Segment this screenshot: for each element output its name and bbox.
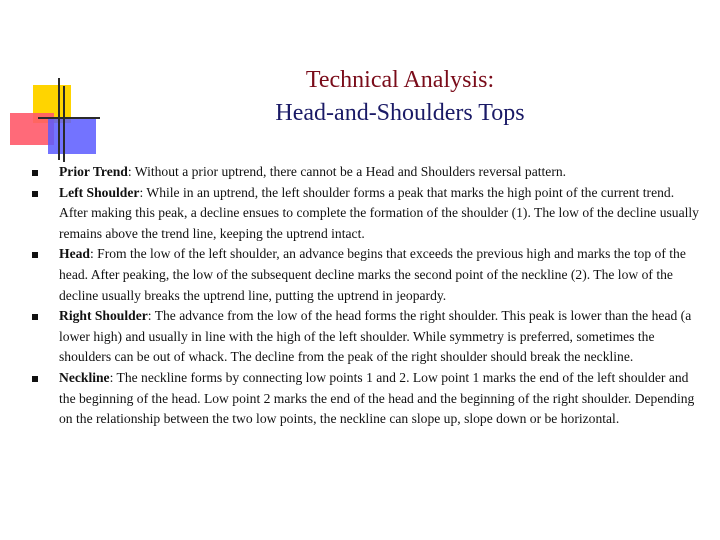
bullet-text: : The advance from the low of the head forms the right shoulder. This peak is lower than the head (a lower high) and usually in line with the high of the left shoulder. While symmetry is preferred, sometimes the shoulders can be out of whack. The decline from the peak of the right shoulder should break the neckline. (59, 308, 692, 365)
bullet-text: : While in an uptrend, the left shoulder forms a peak that marks the high point of the current trend. After making this peak, a decline ensues to complete the formation of the shoulder (1). The low of the decline usually remains above the trend line, keeping the uptrend intact. (59, 184, 699, 241)
bullet-list (30, 162, 705, 430)
logo-blue-square (48, 118, 96, 154)
square-bullet-icon (32, 252, 38, 258)
bullet-term: Right Shoulder (59, 308, 148, 324)
bullet-text: : The neckline forms by connecting low points 1 and 2. Low point 1 marks the end of the left shoulder and the beginning of the head. Low point 2 marks the end of the head and the beginning of the right shoulder. Depending on the relationship between the two low points, the neckline can slope up, slope down or be horizontal. (59, 369, 695, 427)
logo-vertical-line-2 (63, 86, 65, 162)
bullet-term: Head (59, 246, 90, 262)
decorative-squares-logo (0, 0, 110, 160)
bullet-item-neckline (30, 368, 705, 430)
slide-title (230, 64, 570, 130)
square-bullet-icon (32, 191, 38, 197)
bullet-item-head (30, 244, 705, 306)
bullet-item-prior-trend (30, 162, 705, 183)
bullet-item-right-shoulder (30, 306, 705, 368)
bullet-term: Neckline (59, 369, 110, 385)
bullet-text: : Without a prior uptrend, there cannot be a Head and Shoulders reversal pattern. (127, 164, 567, 179)
slide-title-line2: Head-and-Shoulders Tops (275, 100, 525, 126)
square-bullet-icon (32, 376, 38, 382)
bullet-item-left-shoulder (30, 183, 705, 245)
logo-vertical-line (58, 78, 60, 160)
bullet-term: Prior Trend (59, 164, 128, 179)
bullet-text: : From the low of the left shoulder, an advance begins that exceeds the previous high and marks the top of the head. After peaking, the low of the subsequent decline marks the second point of the neckline (2). The low of the decline usually breaks the uptrend line, putting the uptrend in jeopardy. (59, 246, 686, 303)
square-bullet-icon (32, 170, 38, 176)
square-bullet-icon (32, 314, 38, 320)
slide-title-line1: Technical Analysis: (305, 67, 495, 93)
bullet-term: Left Shoulder (59, 184, 140, 200)
logo-horizontal-line (38, 117, 100, 119)
